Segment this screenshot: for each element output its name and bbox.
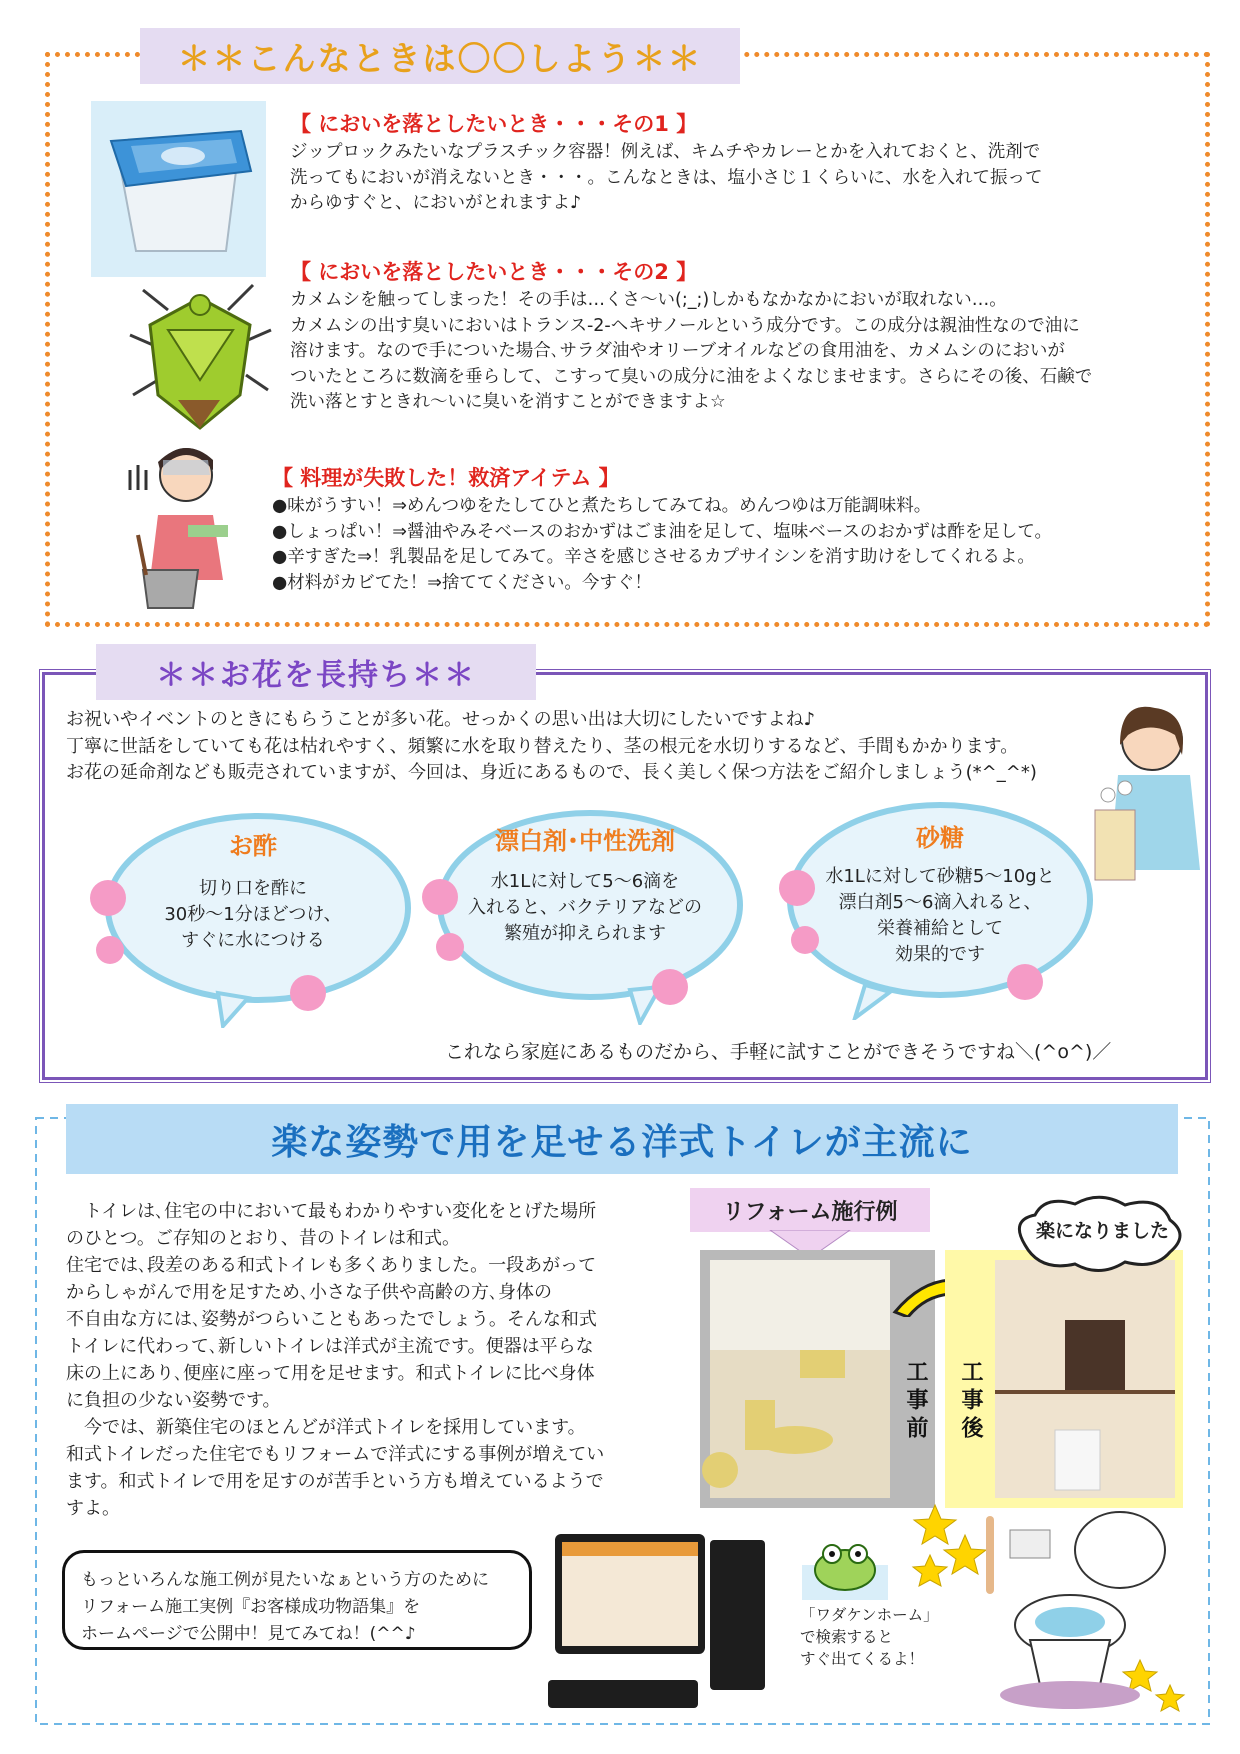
toilet-article bbox=[66, 1198, 671, 1522]
odor-tip-1 bbox=[290, 108, 1043, 217]
toilet-article-line: 今では、新築住宅のほとんどが洋式トイレを採用しています。 bbox=[66, 1417, 586, 1438]
before-label: 工事前 bbox=[903, 1360, 928, 1444]
speech-line: ホームページで公開中！見てみてね！(^^♪ bbox=[81, 1624, 416, 1644]
sugar-line: 栄養補給として bbox=[877, 918, 1003, 939]
flower-intro-line: お祝いやイベントのときにもらうことが多い花。せっかくの思い出は大切にしたいですよね♪ bbox=[66, 709, 816, 730]
reform-example-label: リフォーム施行例 bbox=[690, 1188, 930, 1232]
toilet-article-line: 床の上にあり､便座に座って用を足せます。和式トイレに比べ身体 bbox=[66, 1363, 595, 1384]
toilet-article-line: トイレに代わって､新しいトイレは洋式が主流です。便器は平らな bbox=[66, 1336, 594, 1357]
frog-icon bbox=[800, 1540, 890, 1602]
cloud-label: 楽になりました bbox=[1036, 1220, 1170, 1242]
odor-tip-2-heading: 【 においを落としたいとき・・・その2 】 bbox=[290, 260, 698, 284]
flower-intro bbox=[66, 707, 1037, 787]
after-photo bbox=[945, 1250, 1183, 1508]
odor-tip-2-line: カメムシを触ってしまった！その手は…くさ～い(;_;)しかもなかなかにおいが取れない…。 bbox=[290, 290, 1007, 310]
sugar-bubble bbox=[775, 800, 1105, 1000]
toilet-article-line: に負担の少ない姿勢です。 bbox=[66, 1390, 281, 1411]
after-label: 工事後 bbox=[958, 1360, 983, 1444]
flower-intro-line: お花の延命剤なども販売されていますが、今回は、身近にあるもので、長く美しく保つ方法をご紹介しましょう(*^_^*) bbox=[66, 762, 1037, 783]
website-speech-bubble bbox=[62, 1550, 532, 1650]
frog-note-line: すぐ出てくるよ！ bbox=[800, 1650, 925, 1668]
toilet-article-line: 住宅では､段差のある和式トイレも多くありました。一段あがって bbox=[66, 1255, 597, 1276]
toilet-article-line: ます。和式トイレで用を足すのが苦手という方も増えているようで bbox=[66, 1471, 604, 1492]
flower-closing-text: これなら家庭にあるものだから、手軽に試すことができそうですね＼(^o^)／ bbox=[445, 1041, 1112, 1063]
cooking-tip-line: ●味がうすい！⇒めんつゆをたしてひと煮たちしてみてね。めんつゆは万能調味料。 bbox=[272, 496, 932, 516]
toilet-article-line: のひとつ。ご存知のとおり、昔のトイレは和式。 bbox=[66, 1228, 461, 1249]
toilet-article-line: トイレは､住宅の中において最もわかりやすい変化をとげた場所 bbox=[66, 1201, 597, 1222]
computer-image bbox=[540, 1530, 780, 1730]
odor-tip-1-line: 洗ってもにおいが消えないとき・・・。こんなときは、塩小さじ１くらいに、水を入れて振って bbox=[290, 167, 1043, 188]
vinegar-line: 30秒～1分ほどつけ、 bbox=[164, 904, 342, 925]
toilet-banner: 楽な姿勢で用を足せる洋式トイレが主流に bbox=[66, 1104, 1178, 1174]
toilet-with-stars-image bbox=[910, 1500, 1200, 1715]
section2-title: ＊＊お花を長持ち＊＊ bbox=[96, 644, 536, 700]
toilet-article-line: すよ。 bbox=[66, 1498, 120, 1519]
cooking-tips-heading: 【 料理が失敗した！救済アイテム 】 bbox=[272, 466, 620, 490]
odor-tip-1-line: からゆすぐと、においがとれますよ♪ bbox=[290, 193, 582, 213]
sugar-line: 水1Lに対して砂糖5～10gと bbox=[825, 866, 1055, 887]
cooking-tip-line: ●しょっぱい！⇒醤油やみそベースのおかずはごま油を足して、塩味ベースのおかずは酢を足して。 bbox=[272, 521, 1052, 542]
frog-note-line: で検索すると bbox=[800, 1628, 894, 1646]
odor-tip-1-line: ジップロックみたいなプラスチック容器！例えば、キムチやカレーとかを入れておくと、洗剤で bbox=[290, 142, 1041, 162]
bleach-line: 繁殖が抑えられます bbox=[504, 923, 666, 944]
sugar-heading: 砂糖 bbox=[916, 824, 964, 852]
bleach-heading: 漂白剤･中性洗剤 bbox=[495, 827, 675, 855]
bleach-line: 入れると、バクテリアなどの bbox=[468, 897, 702, 918]
sugar-line: 効果的です bbox=[895, 944, 985, 965]
sugar-line: 漂白剤5～6滴入れると、 bbox=[838, 892, 1042, 913]
flower-intro-line: 丁寧に世話をしていても花は枯れやすく、頻繁に水を取り替えたり、茎の根元を水切りするなど、手間もかかります。 bbox=[66, 735, 1019, 757]
vinegar-bubble bbox=[88, 808, 418, 1008]
speech-line: もっといろんな施工例が見たいなぁという方のために bbox=[81, 1570, 489, 1590]
toilet-article-line: からしゃがんで用を足すため､小さな子供や高齢の方､身体の bbox=[66, 1282, 552, 1303]
bleach-bubble bbox=[420, 805, 750, 1005]
cooking-woman-image bbox=[128, 440, 243, 610]
odor-tip-1-heading: 【 においを落としたいとき・・・その1 】 bbox=[290, 112, 698, 136]
stink-bug-image bbox=[128, 270, 273, 430]
odor-tip-2-line: ついたところに数滴を垂らして、こすって臭いの成分に油をよくなじませます。さらにその後、石鹸で bbox=[290, 366, 1093, 387]
woman-with-flowers-image bbox=[1090, 700, 1210, 890]
speech-line: リフォーム施工実例『お客様成功物語集』を bbox=[81, 1597, 421, 1617]
bleach-line: 水1Lに対して5～6滴を bbox=[490, 871, 680, 892]
plastic-container-image bbox=[91, 101, 266, 277]
vinegar-line: すぐに水につける bbox=[181, 930, 325, 951]
cooking-tips bbox=[272, 462, 1052, 596]
cooking-tip-line: ●材料がカビてた！⇒捨ててください。今すぐ！ bbox=[272, 572, 652, 593]
toilet-article-line: 和式トイレだった住宅でもリフォームで洋式にする事例が増えてい bbox=[66, 1444, 605, 1465]
section1-title: ＊＊こんなときは〇〇しよう＊＊ bbox=[140, 28, 740, 84]
odor-tip-2-line: 洗い落とすときれ～いに臭いを消すことができますよ☆ bbox=[290, 392, 726, 412]
cooking-tip-line: ●辛すぎた⇒！乳製品を足してみて。辛さを感じさせるカプサイシンを消す助けをしてくれるよ。 bbox=[272, 547, 1035, 567]
vinegar-line: 切り口を酢に bbox=[199, 878, 307, 899]
vinegar-heading: お酢 bbox=[229, 832, 277, 860]
toilet-article-line: 不自由な方には､姿勢がつらいこともあったでしょう。そんな和式 bbox=[66, 1309, 597, 1330]
odor-tip-2 bbox=[290, 256, 1092, 416]
odor-tip-2-line: カメムシの出す臭いにおいはトランス-2-ヘキサノールという成分です。この成分は親油性なので油に bbox=[290, 315, 1080, 336]
odor-tip-2-line: 溶けます。なので手についた場合､サラダ油やオリーブオイルなどの食用油を、カメムシのにおいが bbox=[290, 341, 1065, 361]
frog-note-line: 「ワダケンホーム」 bbox=[800, 1606, 939, 1624]
